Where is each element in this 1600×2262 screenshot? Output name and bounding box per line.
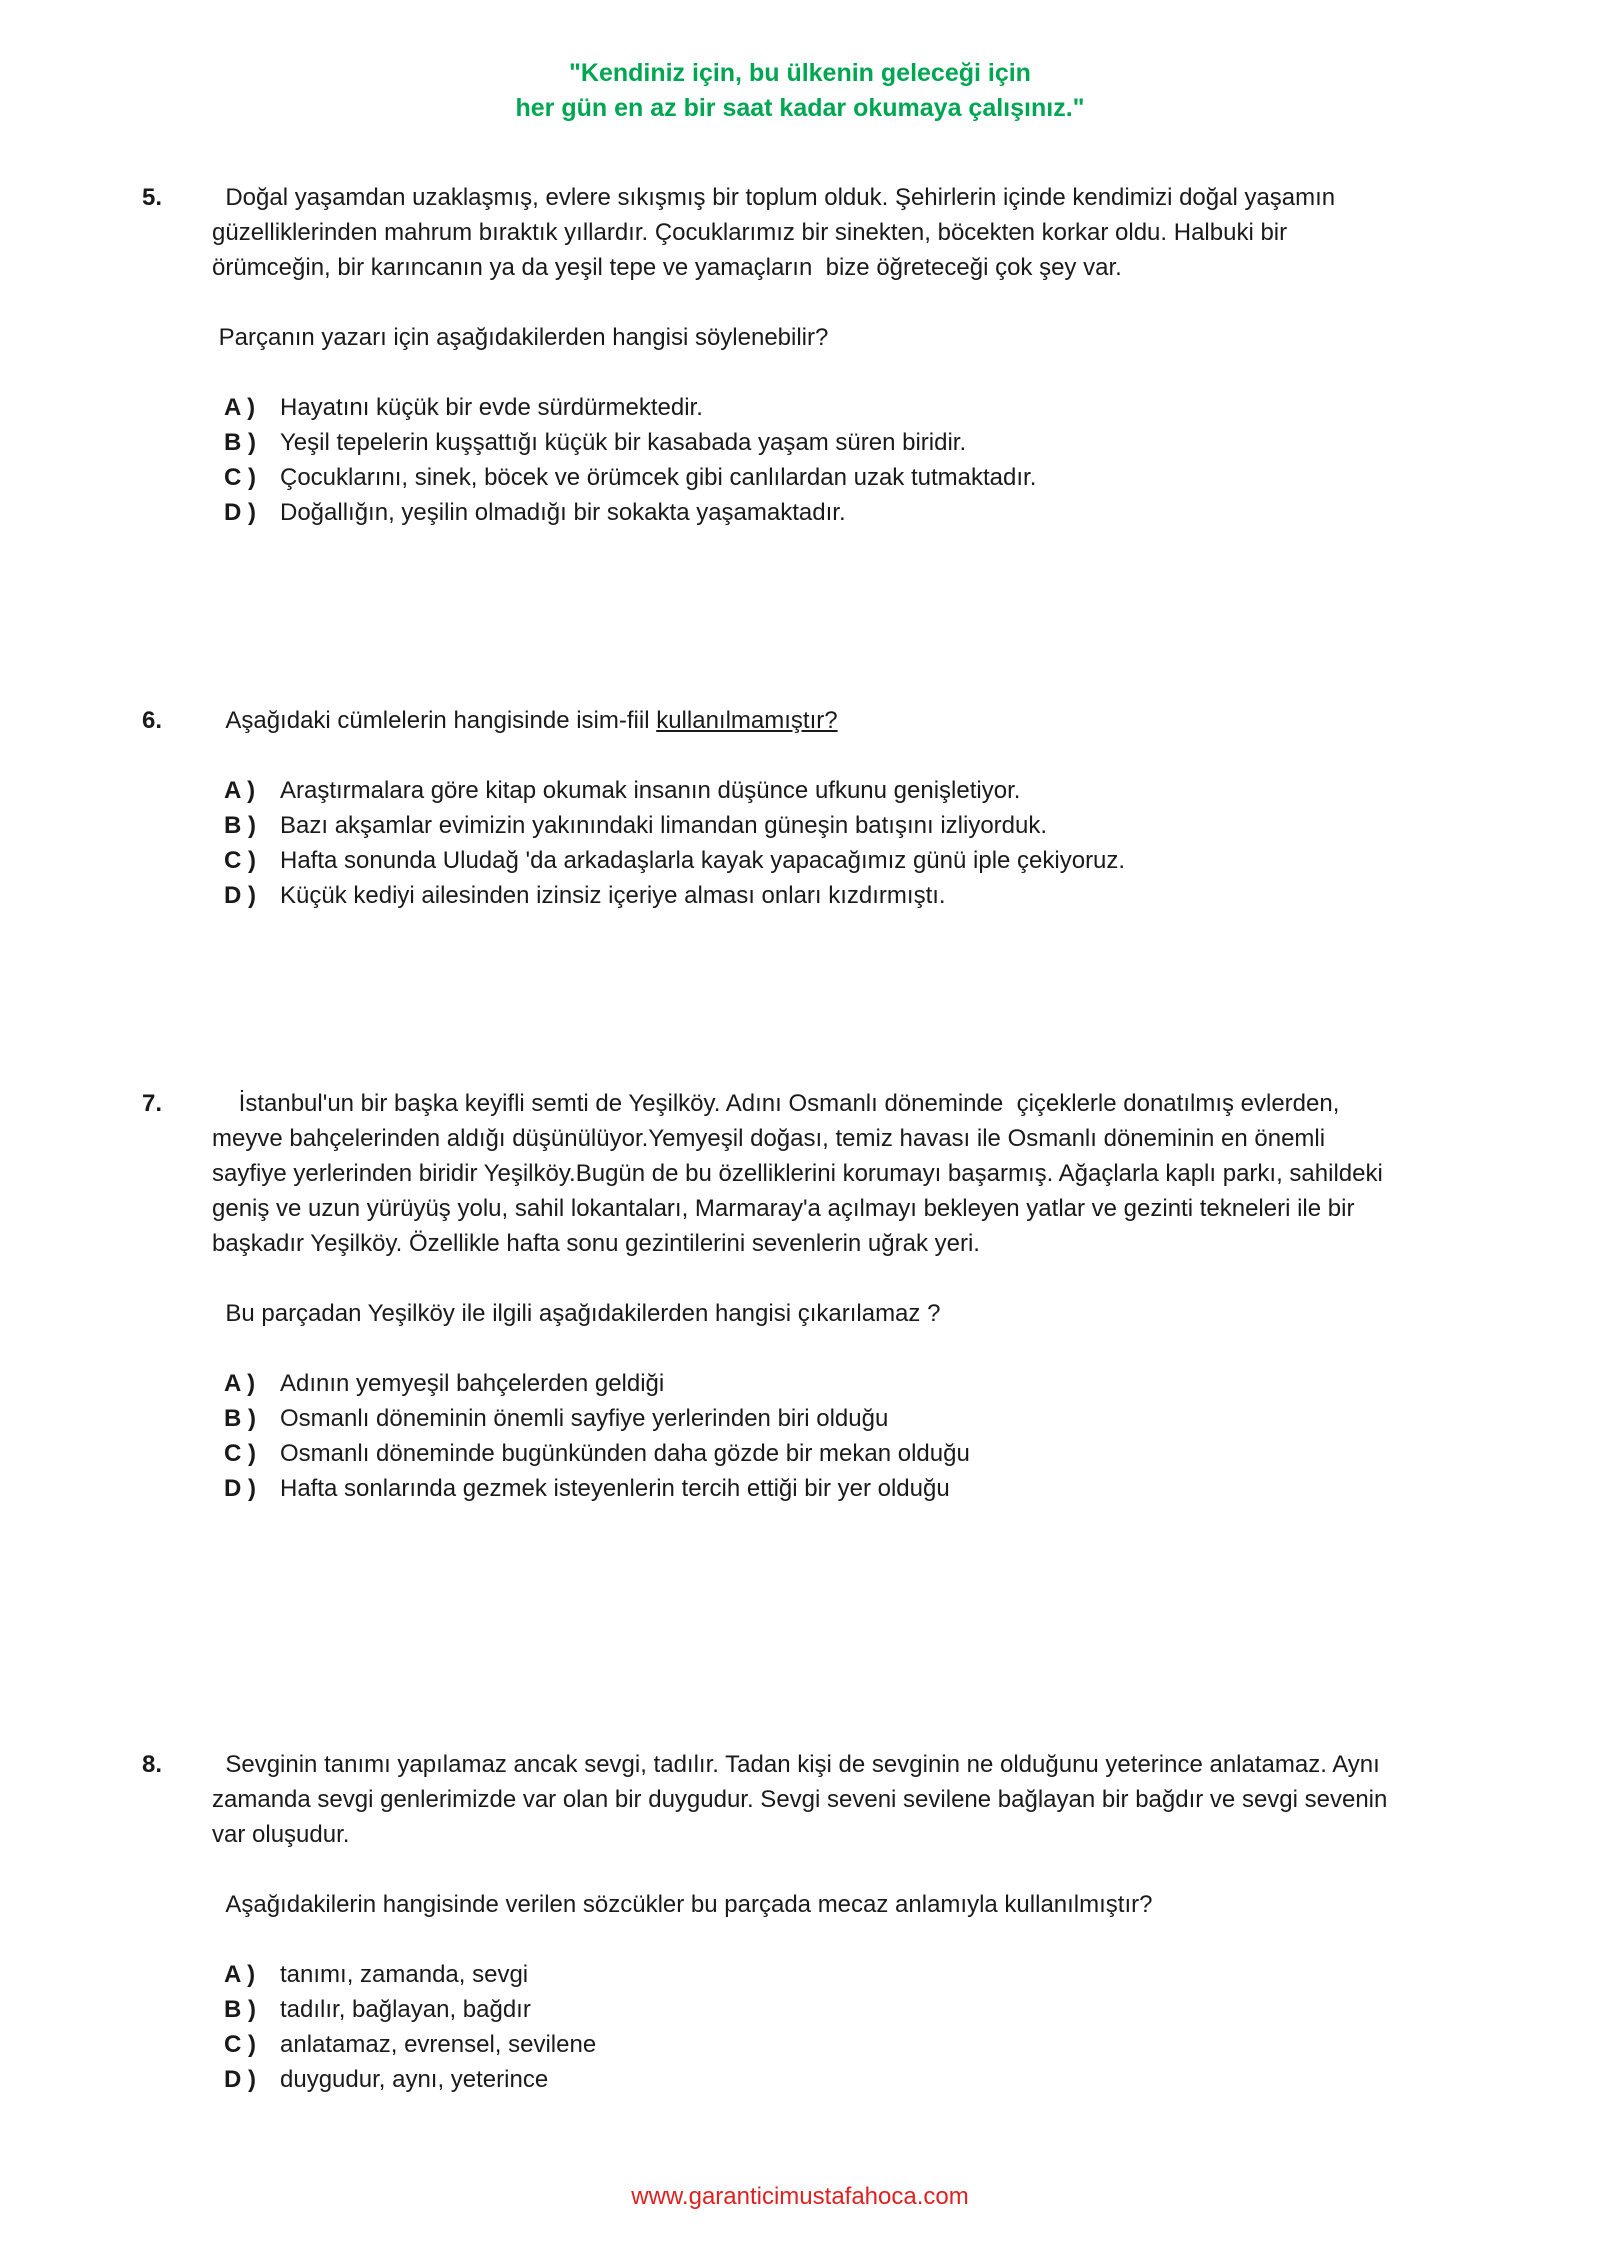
option-c[interactable] xyxy=(224,843,1402,878)
option-text: Küçük kediyi ailesinden izinsiz içeriye alması onları kızdırmıştı. xyxy=(280,882,946,909)
footer-website-link[interactable]: www.garanticimustafahoca.com xyxy=(631,2183,969,2210)
question-passage: Sevginin tanımı yapılamaz ancak sevgi, tadılır. Tadan kişi de sevginin ne olduğunu yeterince anlatamaz. Aynı zamanda sevgi genlerimizde var olan bir duygudur. Sevgi seveni sevilene bağlayan bir bağdır ve sevgi sevenin var oluşudur. xyxy=(212,1751,1395,1848)
option-letter: A ) xyxy=(224,777,256,804)
option-text: Doğallığın, yeşilin olmadığı bir sokakta yaşamaktadır. xyxy=(280,499,846,526)
option-c[interactable] xyxy=(224,460,1402,495)
question-prompt: Bu parçadan Yeşilköy ile ilgili aşağıdakilerden hangisi çıkarılamaz ? xyxy=(212,1300,941,1327)
option-d[interactable] xyxy=(224,495,1402,530)
options-list xyxy=(224,1957,1402,2097)
option-text: Adının yemyeşil bahçelerden geldiği xyxy=(280,1370,665,1397)
option-d[interactable] xyxy=(224,1471,1402,1506)
option-letter: B ) xyxy=(224,1405,256,1432)
option-letter: A ) xyxy=(224,1370,256,1397)
option-a[interactable] xyxy=(224,773,1402,808)
question-prompt: Aşağıdakilerin hangisinde verilen sözcükler bu parçada mecaz anlamıyla kullanılmıştır? xyxy=(212,1891,1153,1918)
option-b[interactable] xyxy=(224,1401,1402,1436)
option-a[interactable] xyxy=(224,1366,1402,1401)
option-letter: C ) xyxy=(224,464,256,491)
option-letter: C ) xyxy=(224,2031,256,2058)
question-8 xyxy=(142,1747,1402,2097)
question-6 xyxy=(142,703,1402,913)
option-text: Yeşil tepelerin kuşşattığı küçük bir kasabada yaşam süren biridir. xyxy=(280,429,967,456)
question-passage: Doğal yaşamdan uzaklaşmış, evlere sıkışmış bir toplum olduk. Şehirlerin içinde kendimizi doğal yaşamın güzelliklerinden mahrum bıraktık yıllardır. Çocuklarımız bir sinekten, böcekten korkar oldu. Halbuki bir örümceğin, bir karıncanın ya da yeşil tepe ve yamaçların bize öğreteceği çok şey var. xyxy=(212,184,1342,281)
option-letter: A ) xyxy=(224,394,256,421)
option-letter: C ) xyxy=(224,847,256,874)
header-line-2: her gün en az bir saat kadar okumaya çalışınız." xyxy=(515,94,1085,122)
header-line-1: "Kendiniz için, bu ülkenin geleceği için xyxy=(569,59,1031,87)
option-b[interactable] xyxy=(224,1992,1402,2027)
option-text: Bazı akşamlar evimizin yakınındaki limandan güneşin batışını izliyorduk. xyxy=(280,812,1048,839)
option-letter: D ) xyxy=(224,2066,256,2093)
prompt-underlined-word: kullanılmamıştır? xyxy=(656,707,838,734)
option-text: tanımı, zamanda, sevgi xyxy=(280,1961,529,1988)
option-letter: D ) xyxy=(224,499,256,526)
option-c[interactable] xyxy=(224,2027,1402,2062)
options-list xyxy=(224,1366,1402,1506)
option-letter: D ) xyxy=(224,1475,256,1502)
option-text: Osmanlı döneminin önemli sayfiye yerlerinden biri olduğu xyxy=(280,1405,889,1432)
options-list xyxy=(224,390,1402,530)
option-letter: C ) xyxy=(224,1440,256,1467)
question-prompt xyxy=(212,703,1402,738)
question-number: 8. xyxy=(142,1751,163,1778)
option-letter: B ) xyxy=(224,812,256,839)
question-number: 7. xyxy=(142,1090,163,1117)
option-d[interactable] xyxy=(224,2062,1402,2097)
question-7 xyxy=(142,1086,1402,1506)
option-text: duygudur, aynı, yeterince xyxy=(280,2066,549,2093)
option-text: Araştırmalara göre kitap okumak insanın düşünce ufkunu genişletiyor. xyxy=(280,777,1021,804)
option-c[interactable] xyxy=(224,1436,1402,1471)
option-a[interactable] xyxy=(224,1957,1402,1992)
question-number: 5. xyxy=(142,184,163,211)
question-passage: İstanbul'un bir başka keyifli semti de Yeşilköy. Adını Osmanlı döneminde çiçeklerle donatılmış evlerden, meyve bahçelerinden aldığı düşünülüyor.Yemyeşil doğası, temiz havası ile Osmanlı döneminin en önemli sayfiye yerlerinden biridir Yeşilköy.Bugün de bu özelliklerini korumayı başarmış. Ağaçlarla kaplı parkı, sahildeki geniş ve uzun yürüyüş yolu, sahil lokantaları, Marmaray'a açılmayı bekleyen yatlar ve gezinti tekneleri ile bir başkadır Yeşilköy. Özellikle hafta sonu gezintilerini sevenlerin uğrak yeri. xyxy=(212,1090,1390,1257)
options-list xyxy=(224,773,1402,913)
option-b[interactable] xyxy=(224,808,1402,843)
option-b[interactable] xyxy=(224,425,1402,460)
option-letter: B ) xyxy=(224,429,256,456)
option-text: Hafta sonunda Uludağ 'da arkadaşlarla kayak yapacağımız günü iple çekiyoruz. xyxy=(280,847,1126,874)
question-5 xyxy=(142,180,1402,530)
option-d[interactable] xyxy=(224,878,1402,913)
prompt-text: Aşağıdaki cümlelerin hangisinde isim-fiil xyxy=(212,707,657,734)
option-letter: A ) xyxy=(224,1961,256,1988)
option-text: Hafta sonlarında gezmek isteyenlerin tercih ettiği bir yer olduğu xyxy=(280,1475,950,1502)
option-letter: D ) xyxy=(224,882,256,909)
page-header-quote xyxy=(0,56,1600,126)
option-text: Osmanlı döneminde bugünkünden daha gözde bir mekan olduğu xyxy=(280,1440,970,1467)
option-text: anlatamaz, evrensel, sevilene xyxy=(280,2031,597,2058)
question-number: 6. xyxy=(142,707,163,734)
option-text: Çocuklarını, sinek, böcek ve örümcek gibi canlılardan uzak tutmaktadır. xyxy=(280,464,1037,491)
option-letter: B ) xyxy=(224,1996,256,2023)
question-prompt: Parçanın yazarı için aşağıdakilerden hangisi söylenebilir? xyxy=(212,324,829,351)
option-text: tadılır, bağlayan, bağdır xyxy=(280,1996,531,2023)
option-a[interactable] xyxy=(224,390,1402,425)
option-text: Hayatını küçük bir evde sürdürmektedir. xyxy=(280,394,703,421)
